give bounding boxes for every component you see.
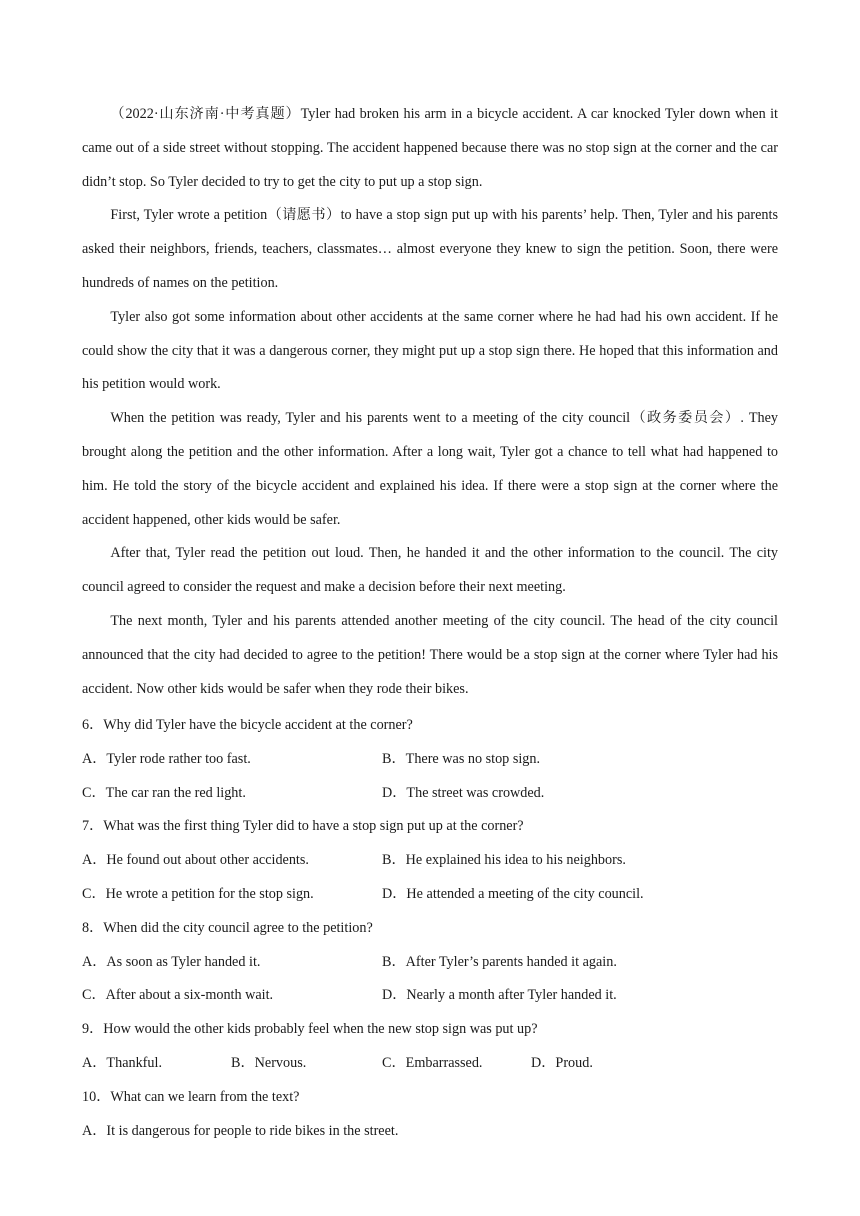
passage-paragraph-4: When the petition was ready, Tyler and his parents went to a meeting of the city council（政务委员会）. They brought along the petition and the other information. After a long wait, Tyler got a chance to tell what had happened to him. He told the story of the bicycle accident and explained his idea. If there were a stop sign at the corner where the accident happened, other kids would be safer. <box>82 410 778 528</box>
question-9-option-d: D．Proud. <box>531 1054 593 1071</box>
question-6-option-a: A．Tyler rode rather too fast. <box>82 750 251 767</box>
question-7-option-a: A．He found out about other accidents. <box>82 852 309 869</box>
question-9-option-a: A．Thankful. <box>82 1054 162 1071</box>
question-6-option-b: B．There was no stop sign. <box>382 750 541 767</box>
question-6-option-c: C．The car ran the red light. <box>82 784 246 801</box>
question-8-options-row-2 <box>82 979 778 1013</box>
question-8-option-c: C．After about a six-month wait. <box>82 987 274 1004</box>
question-6-option-d: D．The street was crowded. <box>382 784 545 801</box>
question-list <box>82 709 778 1148</box>
question-6-options-row-2 <box>82 777 778 811</box>
question-10-option-a: A．It is dangerous for people to ride bikes in the street. <box>82 1122 399 1139</box>
question-8-option-b: B．After Tyler’s parents handed it again. <box>382 953 617 970</box>
question-7-option-c: C．He wrote a petition for the stop sign. <box>82 885 314 902</box>
passage-paragraph-1: （2022·山东济南·中考真题）Tyler had broken his arm in a bicycle accident. A car knocked Tyler down when it came out of a side street without stopping. The accident happened because there was no stop sign at the corner and the car didn’t stop. So Tyler decided to try to get the city to put up a stop sign. <box>82 106 778 190</box>
reading-passage <box>82 98 778 706</box>
question-7-option-b: B．He explained his idea to his neighbors. <box>382 852 626 869</box>
question-7-options-row-2 <box>82 878 778 912</box>
question-9-options-row <box>82 1047 778 1081</box>
question-9-option-b: B．Nervous. <box>231 1054 307 1071</box>
question-8-options-row-1 <box>82 946 778 980</box>
passage-paragraph-3: Tyler also got some information about other accidents at the same corner where he had had his own accident. If he could show the city that it was a dangerous corner, they might put up a stop sign there. He hoped that this information and his petition would work. <box>82 308 778 393</box>
passage-paragraph-5: After that, Tyler read the petition out loud. Then, he handed it and the other information to the council. The city council agreed to consider the request and make a decision before their next meeting. <box>82 545 778 596</box>
passage-paragraph-6: The next month, Tyler and his parents attended another meeting of the city council. The head of the city council announced that the city had decided to agree to the petition! There would be a stop sign at the corner where Tyler had his accident. Now other kids would be safer when they rode their bikes. <box>82 612 778 697</box>
question-7-option-d: D．He attended a meeting of the city council. <box>382 885 644 902</box>
question-7-stem: 7．What was the first thing Tyler did to have a stop sign put up at the corner? <box>82 818 524 835</box>
passage-paragraph-2: First, Tyler wrote a petition（请愿书）to have a stop sign put up with his parents’ help. Then, Tyler and his parents asked their neighbors, friends, teachers, classmates… almost everyone they knew to sign the petition. Soon, there were hundreds of names on the petition. <box>82 207 778 291</box>
question-9-option-c: C．Embarrassed. <box>382 1054 483 1071</box>
question-8-option-a: A．As soon as Tyler handed it. <box>82 953 261 970</box>
question-10-stem: 10．What can we learn from the text? <box>82 1088 300 1105</box>
question-6-options-row-1 <box>82 743 778 777</box>
question-8-stem: 8．When did the city council agree to the petition? <box>82 919 373 936</box>
question-7-options-row-1 <box>82 844 778 878</box>
question-6-stem: 6．Why did Tyler have the bicycle accident at the corner? <box>82 717 413 733</box>
question-9-stem: 9．How would the other kids probably feel when the new stop sign was put up? <box>82 1021 538 1038</box>
question-8-option-d: D．Nearly a month after Tyler handed it. <box>382 987 617 1004</box>
